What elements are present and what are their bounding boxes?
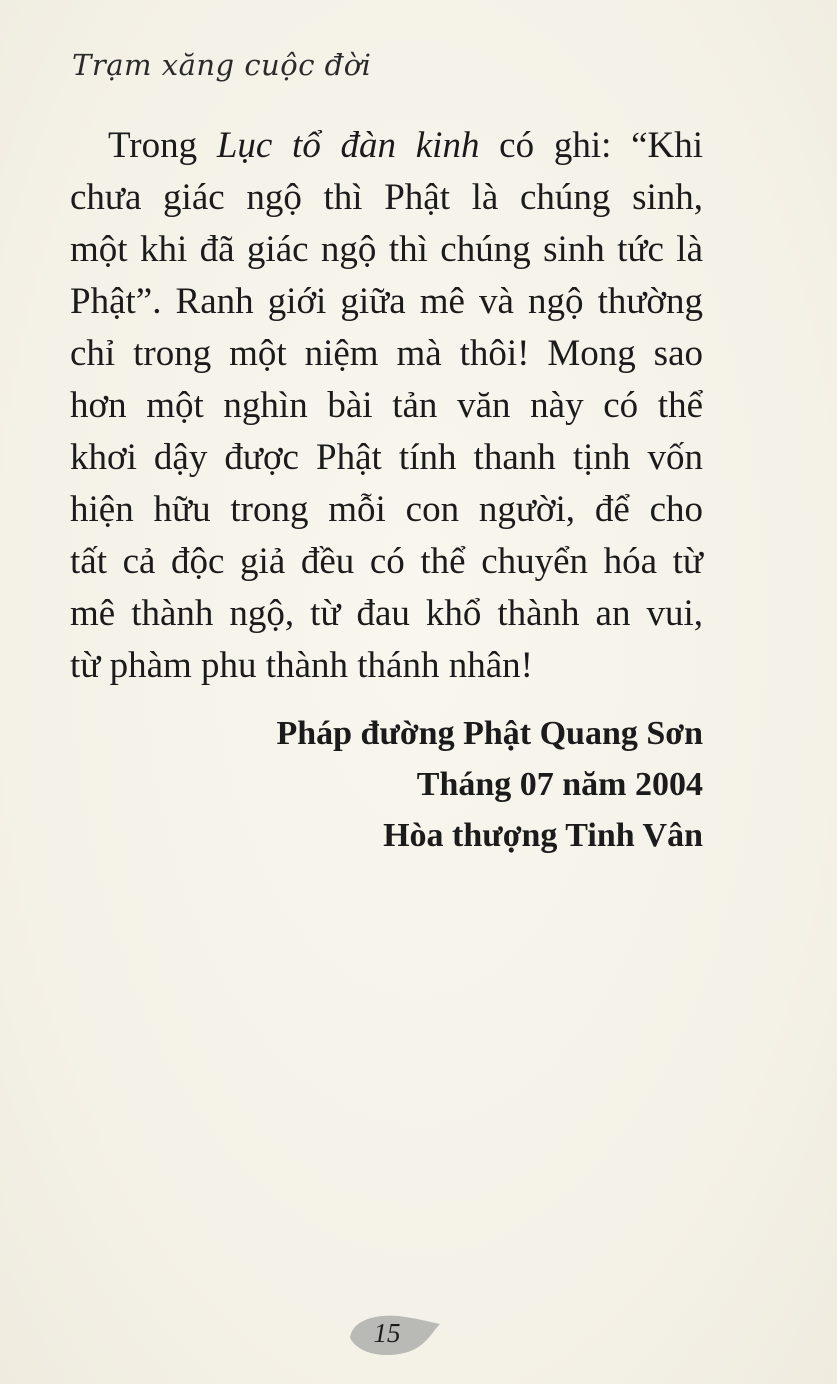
text-line: khơi dậy được Phật tính thanh tịnh vốn xyxy=(70,437,703,478)
text-line: chưa giác ngộ thì Phật là chúng sinh, xyxy=(70,177,703,218)
signature-block xyxy=(276,708,703,861)
text-line: chỉ trong một niệm mà thôi! Mong sao xyxy=(70,333,703,374)
text-line: hiện hữu trong mỗi con người, để cho xyxy=(70,489,703,530)
body-paragraph xyxy=(70,120,703,692)
signature-author: Hòa thượng Tinh Vân xyxy=(383,817,703,854)
signature-place: Pháp đường Phật Quang Sơn xyxy=(276,715,703,752)
text-line: một khi đã giác ngộ thì chúng sinh tức là xyxy=(70,229,703,270)
running-header: Trạm xăng cuộc đời xyxy=(72,48,372,82)
page-number-badge xyxy=(346,1310,442,1360)
text-line: từ phàm phu thành thánh nhân! xyxy=(70,645,533,686)
text-line: hơn một nghìn bài tản văn này có thể xyxy=(70,385,703,426)
text-line: mê thành ngộ, từ đau khổ thành an vui, xyxy=(70,593,703,634)
text-segment: Trong xyxy=(108,125,217,166)
signature-date: Tháng 07 năm 2004 xyxy=(416,766,703,803)
text-line: Phật”. Ranh giới giữa mê và ngộ thường xyxy=(70,281,703,322)
text-line xyxy=(70,120,703,172)
book-title-italic: Lục tổ đàn kinh xyxy=(216,125,480,166)
text-segment: có ghi: “Khi xyxy=(479,125,704,166)
text-line: tất cả độc giả đều có thể chuyển hóa từ xyxy=(70,541,703,582)
page-number: 15 xyxy=(373,1318,401,1348)
